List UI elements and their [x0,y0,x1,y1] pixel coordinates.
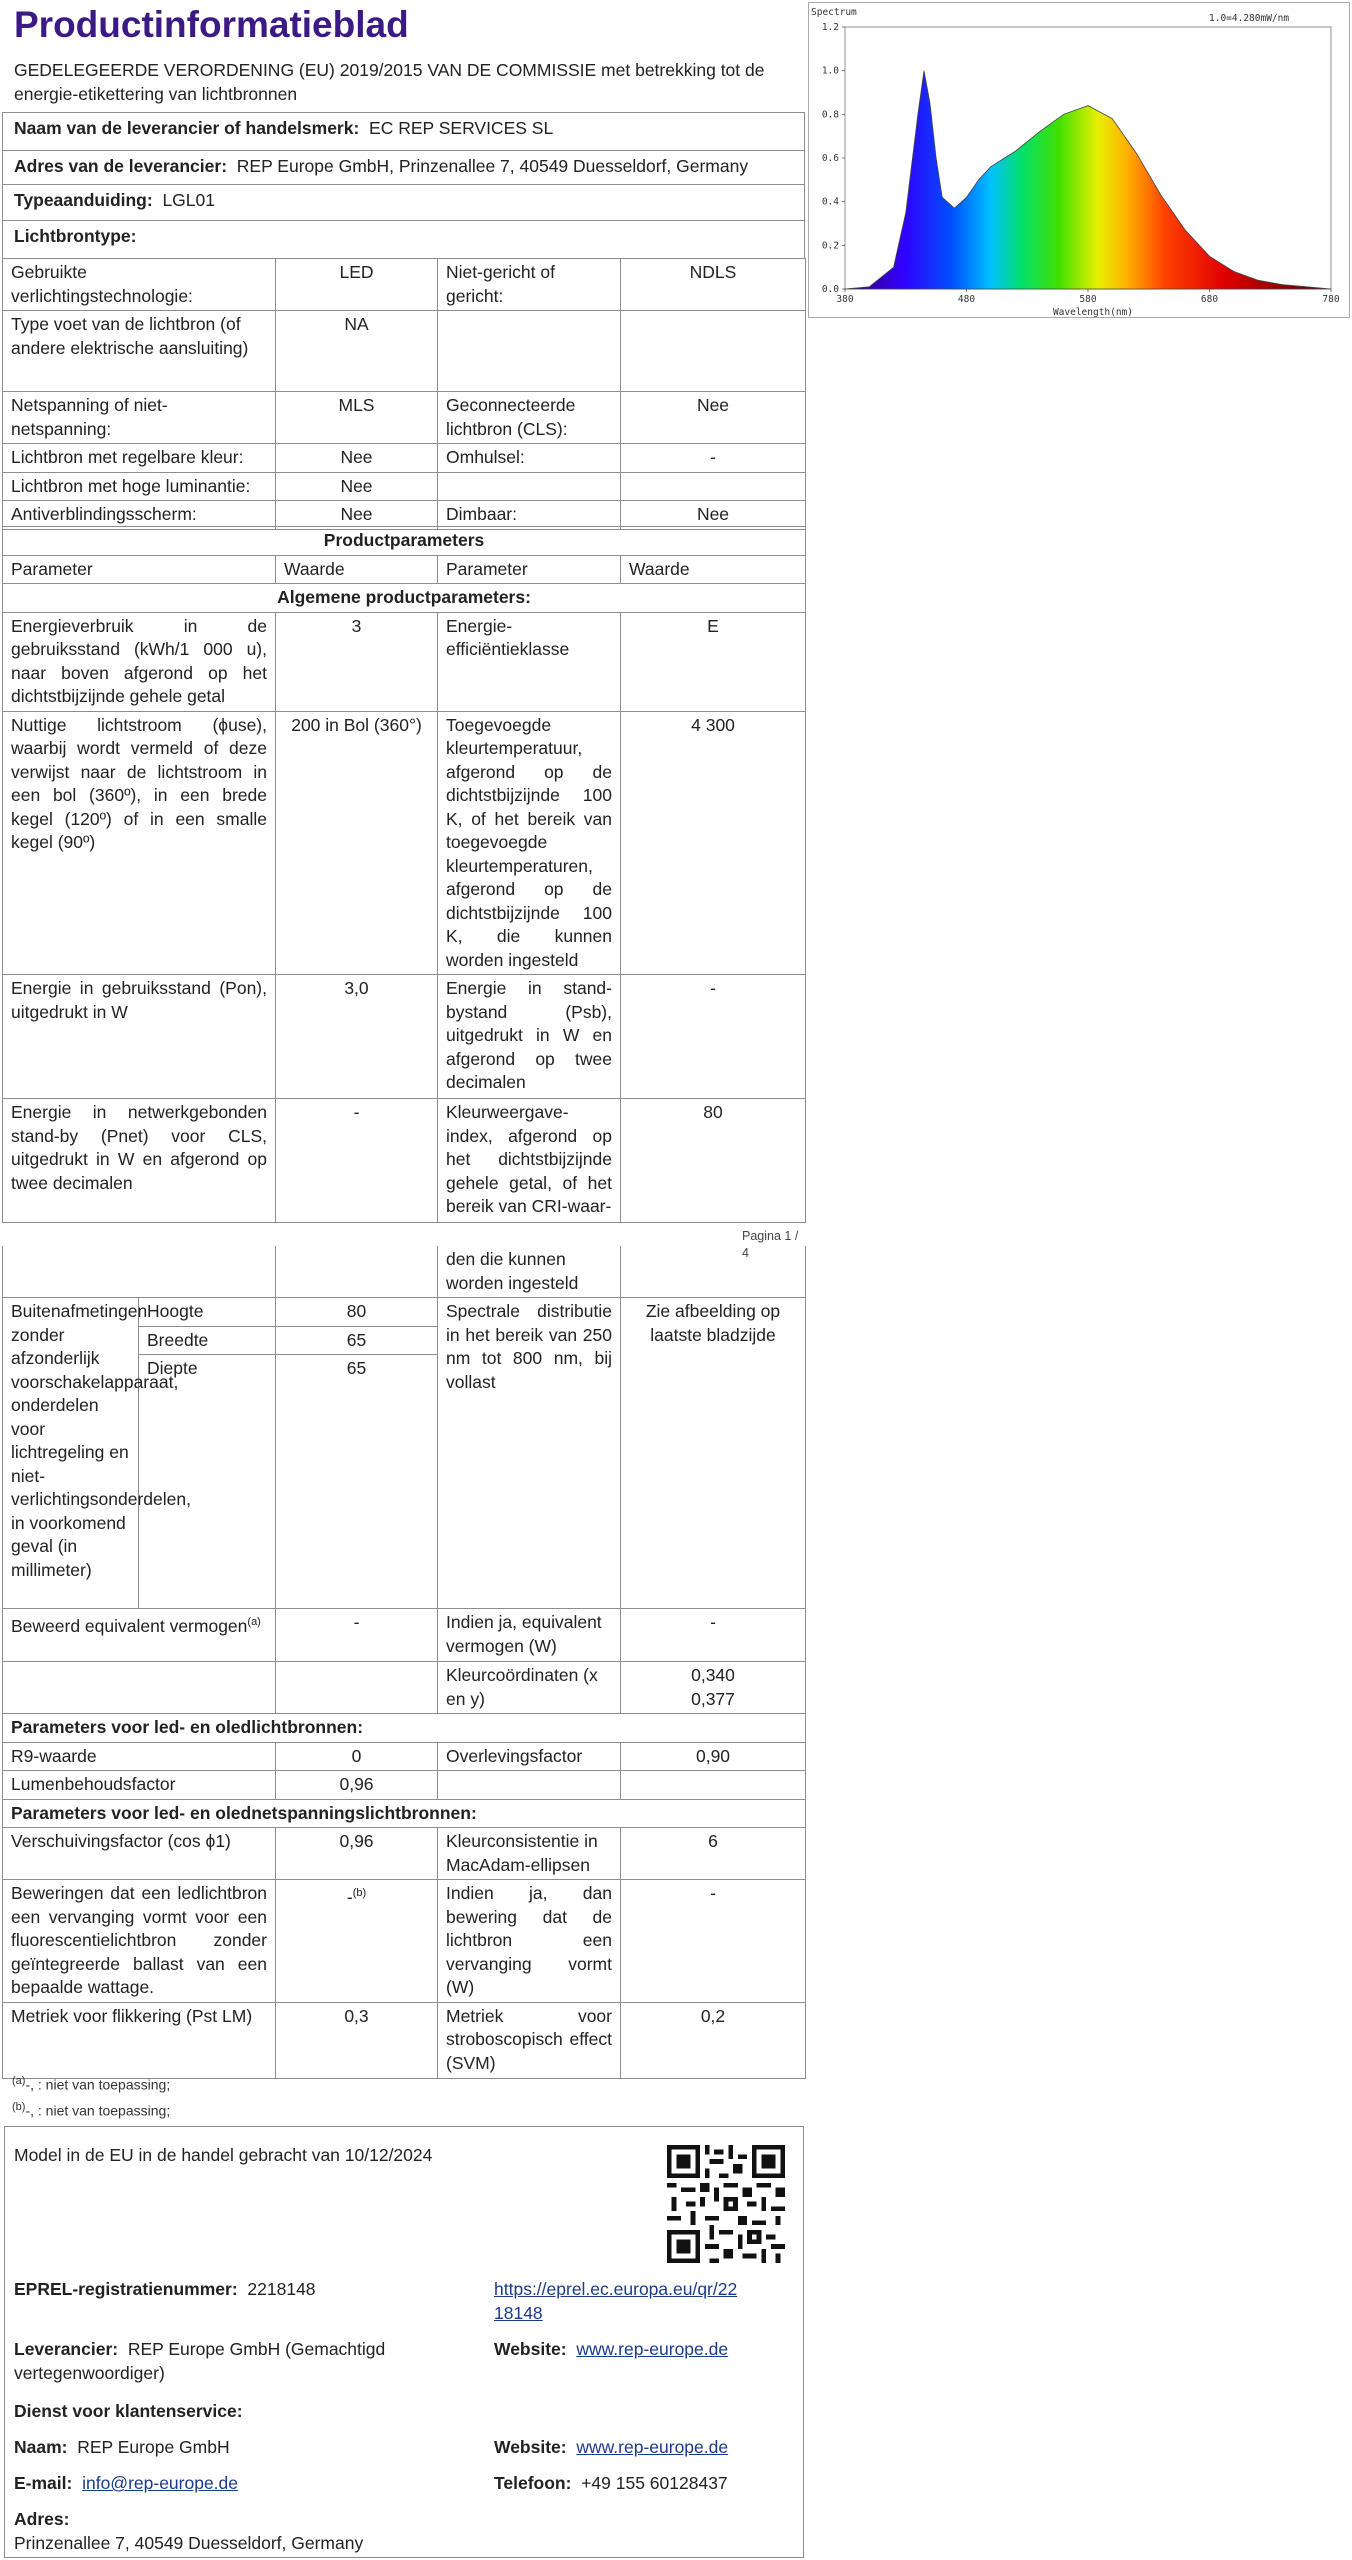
width-value: 65 [276,1326,438,1355]
email-link[interactable]: info@rep-europe.de [82,2473,239,2493]
table-cell [621,472,806,501]
table-cell: Kleurweergave-index, afgerond op het dichtstbijzijnde gehele getal, of het bereik van CRI-waar- [438,1099,621,1223]
table-cell: Energie in netwerkgebonden stand-by (Pnet) voor CLS, uitgedrukt in W en afgerond op twee decimalen [3,1099,276,1223]
table-cell [276,1662,438,1714]
table-row [3,555,806,584]
table-row [3,444,806,473]
table-cell [621,311,806,392]
height-value: 80 [276,1298,438,1327]
supplier-address-row [2,150,805,184]
table-cell: Geconnecteerde lichtbron (CLS): [438,392,621,444]
supplier-name-row [2,112,805,150]
table-cell: 80 [621,1099,806,1223]
table-row [3,501,806,530]
supplier-value: REP Europe GmbH (Gemachtigd vertegenwoordiger) [14,2339,386,2383]
email-row [14,2471,238,2495]
model-text: Model in de EU in de handel gebracht van 10/12/2024 [14,2145,433,2165]
spectrum-chart-svg [809,3,1351,319]
y-tick-label: 0.0 [821,284,839,295]
table-cell: Energieverbruik in de gebruiksstand (kWh/1 000 u), naar boven afgerond op het dichtstbijzijnde gehele getal [3,612,276,711]
table-cell: - [276,1099,438,1223]
table-cell: NA [276,311,438,392]
email-label: E-mail: [14,2473,73,2493]
table-cell [438,472,621,501]
table-row [3,2002,806,2078]
table-cell: 3 [276,612,438,711]
website-link[interactable]: www.rep-europe.de [576,2339,729,2359]
table-cell: Toegevoegde kleurtemperatuur, afgerond op de dichtstbijzijnde 100 K, of het bereik van toegevoegde kleurtemperaturen, afgerond op de dichtstbijzijnde 100 K, die kunnen worden ingesteld [438,711,621,975]
type-row [2,184,805,220]
table-cell: Lichtbron met hoge luminantie: [3,472,276,501]
table-cell: Antiverblindingsscherm: [3,501,276,530]
table-row [3,1246,806,1298]
table-cell: 0,96 [276,1771,438,1800]
service-name-value: REP Europe GmbH [77,2437,230,2457]
table-cell: R9-waarde [3,1742,276,1771]
y-tick-label: 0.6 [821,153,839,164]
service-name-row [14,2435,230,2459]
table-cell: - [621,1609,806,1662]
regulation-subtitle: GEDELEGEERDE VERORDENING (EU) 2019/2015 VAN DE COMMISSIE met betrekking tot de energie-etikettering van lichtbronnen [14,60,765,104]
table-cell: MLS [276,392,438,444]
table-cell: - [621,1880,806,2003]
product-parameters-table-continued [2,1246,806,2079]
table-cell [276,1246,438,1298]
supplier-address-label: Adres van de leverancier: [14,156,228,176]
x-tick-label: 580 [1079,294,1097,305]
table-cell: 0,340 0,377 [621,1662,806,1714]
table-cell: Omhulsel: [438,444,621,473]
table-cell: 200 in Bol (360°) [276,711,438,975]
table-cell: Lumenbehoudsfactor [3,1771,276,1800]
eprel-row [14,2277,316,2301]
table-cell: 0,2 [621,2002,806,2078]
table-cell: 6 [621,1828,806,1880]
table-cell: Beweringen dat een ledlichtbron een vervanging vormt voor een fluorescentielichtbron zonder geïntegreerde ballast van een bepaalde wattage. [3,1880,276,2003]
table-row [3,1298,806,1327]
height-label: Hoogte [139,1298,276,1327]
table-row [3,1099,806,1223]
supplier-address-value: REP Europe GmbH, Prinzenallee 7, 40549 Duesseldorf, Germany [236,156,749,176]
table-cell [438,311,621,392]
phone-row [494,2471,728,2495]
table-cell: E [621,612,806,711]
dimensions-label: Buitenafmetingen zonder afzonderlijk voorschakelapparaat, onderdelen voor lichtregeling en niet-verlichtingsonderdelen, in voorkomend geval (in millimeter) [3,1298,139,1609]
led-parameters-title: Parameters voor led- en oledlichtbronnen: [3,1714,806,1743]
table-cell [621,1771,806,1800]
type-label: Typeaanduiding: [14,190,153,210]
product-parameters-table [2,526,806,1223]
x-tick-label: 380 [836,294,854,305]
table-row [3,711,806,975]
table-cell: Nee [621,392,806,444]
table-cell: Energie in stand-bystand (Psb), uitgedrukt in W en afgerond op twee decimalen [438,975,621,1099]
table-cell: - [621,975,806,1099]
column-header-value: Waarde [276,555,438,584]
footer-box [4,2126,804,2558]
table-cell: 0 [276,1742,438,1771]
spectrum-area [845,71,1331,289]
lightsource-type-row [2,220,805,258]
table-cell: Dimbaar: [438,501,621,530]
customer-service-heading: Dienst voor klantenservice: [14,2401,243,2421]
table-cell: Lichtbron met regelbare kleur: [3,444,276,473]
table-cell: -$^{(b)}$ [276,1880,438,2003]
table-row [3,392,806,444]
eprel-label: EPREL-registratienummer: [14,2279,238,2299]
table-cell: Nee [276,501,438,530]
column-header-value: Waarde [621,555,806,584]
table-cell: Type voet van de lichtbron (of andere elektrische aansluiting) [3,311,276,392]
table-cell [621,1246,806,1298]
table-row [3,1609,806,1662]
table-cell: Gebruikte verlichtingstechnologie: [3,259,276,311]
width-label: Breedte [139,1326,276,1355]
table-cell: 0,96 [276,1828,438,1880]
supplier-label: Leverancier: [14,2339,119,2359]
table-cell: Energie in gebruiksstand (Pon), uitgedrukt in W [3,975,276,1099]
general-parameters-title: Algemene productparameters: [3,584,806,613]
phone-label: Telefoon: [494,2473,572,2493]
x-tick-label: 780 [1322,294,1340,305]
table-cell: Indien ja, dan bewering dat de lichtbron een vervanging vormt (W) [438,1880,621,2003]
eprel-link-line-2[interactable]: 18148 [494,2303,543,2323]
table-row [3,472,806,501]
address-label: Adres: [14,2509,70,2529]
chart-annotation: 1.0=4.280mW/nm [1209,13,1290,24]
table-cell: LED [276,259,438,311]
eprel-link[interactable] [494,2277,784,2325]
spectrum-chart [808,2,1350,318]
y-tick-label: 0.2 [821,240,839,252]
product-parameters-title: Productparameters [3,527,806,556]
footnote-b: $^{(b)}$-, : niet van toepassing; [12,2101,171,2119]
table-cell: Nee [276,444,438,473]
table-cell: - [621,444,806,473]
phone-value: +49 155 60128437 [581,2473,728,2493]
table-row [3,1662,806,1714]
service-website-row [494,2435,728,2459]
spectral-label: Spectrale distributie in het bereik van 250 nm tot 800 nm, bij vollast [438,1298,621,1609]
table-row [3,1799,806,1828]
table-cell: Kleurconsistentie in MacAdam-ellipsen [438,1828,621,1880]
table-cell: Nee [621,501,806,530]
address-value: Prinzenallee 7, 40549 Duesseldorf, Germany [14,2533,364,2553]
table-row [3,1742,806,1771]
supplier-row [14,2337,454,2385]
type-value: LGL01 [162,190,215,210]
eprel-value: 2218148 [247,2279,316,2299]
qr-code-icon[interactable] [667,2145,785,2263]
footnote-a: $^{(a)}$-, : niet van toepassing; [12,2075,171,2093]
lightsource-table [2,258,806,530]
table-row [3,527,806,556]
eprel-link-line-1[interactable]: https://eprel.ec.europa.eu/qr/22 [494,2279,738,2299]
table-cell: Netspanning of niet-netspanning: [3,392,276,444]
table-cell: Overlevingsfactor [438,1742,621,1771]
table-cell: 3,0 [276,975,438,1099]
table-row [3,1714,806,1743]
website-label: Website: [494,2339,567,2359]
table-row [3,311,806,392]
table-cell: Kleurcoördinaten (x en y) [438,1662,621,1714]
table-cell: 0,3 [276,2002,438,2078]
table-row [3,975,806,1099]
table-cell: den die kunnen worden ingesteld [438,1246,621,1298]
table-cell: Indien ja, equivalent vermogen (W) [438,1609,621,1662]
spectral-value: Zie afbeelding op laatste bladzijde [621,1298,806,1609]
table-cell: Nee [276,472,438,501]
table-cell: NDLS [621,259,806,311]
page-title: Productinformatieblad [14,4,409,45]
service-name-label: Naam: [14,2437,68,2457]
website-row [494,2337,728,2361]
supplier-name-label: Naam van de leverancier of handelsmerk: [14,118,360,138]
table-cell: - [276,1609,438,1662]
table-cell: 0,90 [621,1742,806,1771]
y-tick-label: 1.2 [821,22,839,33]
table-row [3,584,806,613]
table-cell [3,1246,276,1298]
y-tick-label: 1.0 [821,65,839,77]
table-row [3,612,806,711]
column-header-parameter: Parameter [3,555,276,584]
table-cell [438,1771,621,1800]
depth-value: 65 [276,1355,438,1609]
service-website-label: Website: [494,2437,567,2457]
table-cell: Metriek voor stroboscopisch effect (SVM) [438,2002,621,2078]
table-cell: Energie-efficiëntieklasse [438,612,621,711]
mains-parameters-title: Parameters voor led- en olednetspanningslichtbronnen: [3,1799,806,1828]
chart-xlabel: Wavelength(nm) [1052,307,1134,318]
table-cell: Metriek voor flikkering (Pst LM) [3,2002,276,2078]
y-tick-label: 0.4 [821,196,839,208]
table-cell: Verschuivingsfactor (cos ϕ1) [3,1828,276,1880]
lightsource-type-label: Lichtbrontype: [14,226,137,246]
service-website-link[interactable]: www.rep-europe.de [576,2437,729,2457]
table-row [3,1880,806,2003]
table-cell [3,1662,276,1714]
chart-title: Spectrum [811,7,857,18]
table-row [3,1771,806,1800]
table-cell: Nuttige lichtstroom (ϕuse), waarbij wordt vermeld of deze verwijst naar de lichtstroom in een bol (360º), in een brede kegel (120º) of in een smalle kegel (90º) [3,711,276,975]
y-tick-label: 0.8 [821,109,839,121]
page-number: Pagina 1 / 4 [742,1229,799,1260]
table-cell: 4 300 [621,711,806,975]
column-header-parameter: Parameter [438,555,621,584]
table-row [3,259,806,311]
table-cell: Niet-gericht of gericht: [438,259,621,311]
table-cell: Beweerd equivalent vermogen$^{(a)}$ [3,1609,276,1662]
x-tick-label: 680 [1200,294,1219,305]
x-tick-label: 480 [957,294,976,305]
table-row [3,1828,806,1880]
supplier-name-value: EC REP SERVICES SL [369,118,554,138]
depth-label: Diepte [139,1355,276,1609]
